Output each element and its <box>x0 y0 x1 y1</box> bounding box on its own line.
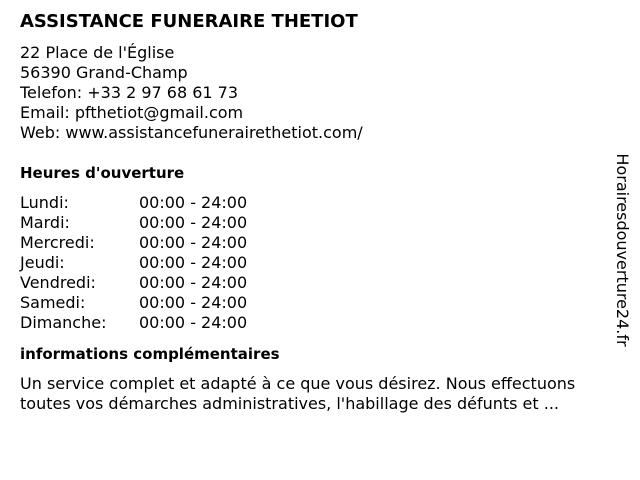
hours-row <box>20 273 610 293</box>
website-url: Web: www.assistancefunerairethetiot.com/ <box>20 123 363 142</box>
day-label: Samedi: <box>20 293 86 312</box>
address-city: 56390 Grand-Champ <box>20 63 188 82</box>
day-label: Mardi: <box>20 213 70 232</box>
time-range: 00:00 - 24:00 <box>139 213 248 232</box>
email-address: Email: pfthetiot@gmail.com <box>20 103 244 122</box>
time-range: 00:00 - 24:00 <box>139 273 248 292</box>
additional-info-text: Un service complet et adapté à ce que vous désirez. Nous effectuons toutes vos démarches administratives, l'habillage des défunts et ... <box>20 374 576 413</box>
day-label: Vendredi: <box>20 273 96 292</box>
time-range: 00:00 - 24:00 <box>139 313 248 332</box>
hours-row <box>20 253 610 273</box>
time-range: 00:00 - 24:00 <box>139 193 248 212</box>
opening-hours-table <box>20 193 610 333</box>
hours-row <box>20 313 610 333</box>
business-card <box>20 10 610 414</box>
opening-hours-heading: Heures d'ouverture <box>20 164 185 182</box>
time-range: 00:00 - 24:00 <box>139 233 248 252</box>
address-street: 22 Place de l'Église <box>20 43 175 62</box>
day-label: Jeudi: <box>20 253 65 272</box>
contact-block <box>20 43 610 143</box>
hours-row <box>20 293 610 313</box>
business-name: ASSISTANCE FUNERAIRE THETIOT <box>20 11 358 32</box>
day-label: Dimanche: <box>20 313 107 332</box>
hours-row <box>20 193 610 213</box>
hours-row <box>20 213 610 233</box>
time-range: 00:00 - 24:00 <box>139 253 248 272</box>
phone-number: Telefon: +33 2 97 68 61 73 <box>20 83 239 102</box>
hours-row <box>20 233 610 253</box>
time-range: 00:00 - 24:00 <box>139 293 248 312</box>
additional-info-heading: informations complémentaires <box>20 345 280 363</box>
day-label: Lundi: <box>20 193 69 212</box>
watermark-text: Horairesdouverture24.fr <box>613 153 632 347</box>
day-label: Mercredi: <box>20 233 95 252</box>
